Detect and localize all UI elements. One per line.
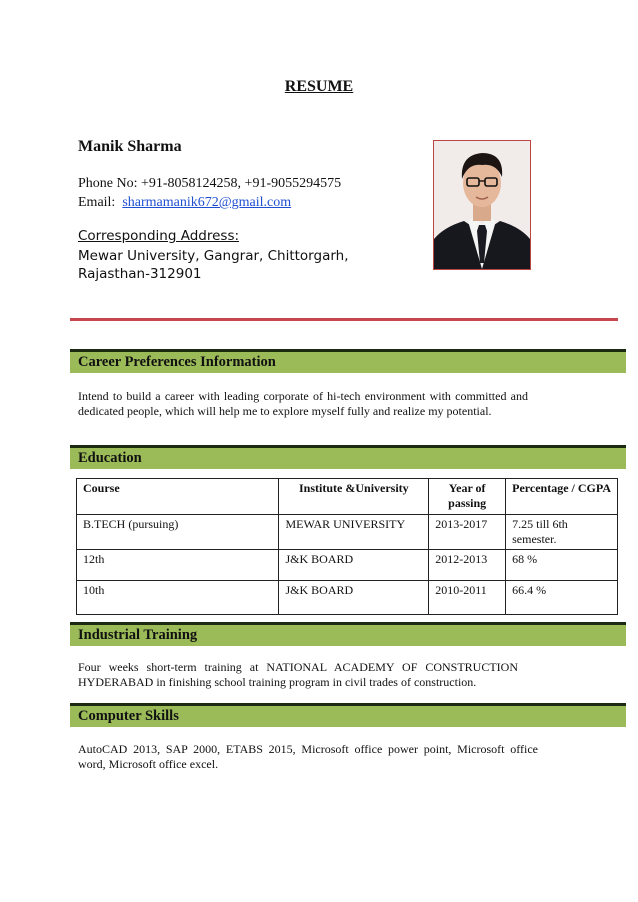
profile-photo [433, 140, 531, 270]
skills-section-heading [70, 703, 626, 727]
education-heading-text: Education [78, 450, 142, 466]
skills-text: AutoCAD 2013, SAP 2000, ETABS 2015, Microsoft office power point, Microsoft office word, Microsoft office excel. [78, 742, 538, 771]
table-cell: J&K BOARD [279, 581, 429, 615]
table-cell: B.TECH (pursuing) [77, 515, 279, 550]
table-cell: MEWAR UNIVERSITY [279, 515, 429, 550]
email-link[interactable]: sharmamanik672@gmail.com [122, 195, 292, 210]
table-cell: 7.25 till 6th semester. [506, 515, 618, 550]
column-header: Percentage / CGPA [506, 479, 618, 515]
table-cell: 12th [77, 550, 279, 581]
career-section-heading [70, 349, 626, 373]
table-cell: 2013-2017 [429, 515, 506, 550]
table-header-row [77, 479, 618, 515]
address-label: Corresponding Address: [78, 228, 240, 244]
table-cell: 2010-2011 [429, 581, 506, 615]
education-table [76, 478, 618, 615]
resume-title: RESUME [284, 78, 354, 95]
table-row [77, 550, 618, 581]
table-cell: J&K BOARD [279, 550, 429, 581]
email-label: Email: [78, 195, 116, 210]
column-header: Institute &University [279, 479, 429, 515]
education-section-heading [70, 445, 626, 469]
table-row [77, 515, 618, 550]
skills-heading-text: Computer Skills [78, 708, 179, 724]
table-cell: 10th [77, 581, 279, 615]
phone-numbers: Phone No: +91-8058124258, +91-9055294575 [78, 176, 342, 191]
training-section-heading [70, 622, 626, 646]
training-heading-text: Industrial Training [78, 627, 198, 643]
table-cell: 66.4 % [506, 581, 618, 615]
career-objective-text: Intend to build a career with leading corporate of hi-tech environment with committed and dedicated people, which will help me to explore myself fully and realize my potential. [78, 389, 528, 418]
column-header: Course [77, 479, 279, 515]
training-text: Four weeks short-term training at NATIONAL ACADEMY OF CONSTRUCTION HYDERABAD in finishing school training program in civil trades of construction. [78, 660, 518, 689]
header-divider [70, 318, 618, 321]
address-line-2: Rajasthan-312901 [78, 266, 202, 282]
table-cell: 2012-2013 [429, 550, 506, 581]
candidate-name: Manik Sharma [78, 138, 182, 155]
email-line [78, 195, 291, 211]
table-cell: 68 % [506, 550, 618, 581]
table-row [77, 581, 618, 615]
career-heading-text: Career Preferences Information [78, 354, 276, 370]
address-line-1: Mewar University, Gangrar, Chittorgarh, [78, 248, 349, 264]
column-header: Year of passing [429, 479, 506, 515]
